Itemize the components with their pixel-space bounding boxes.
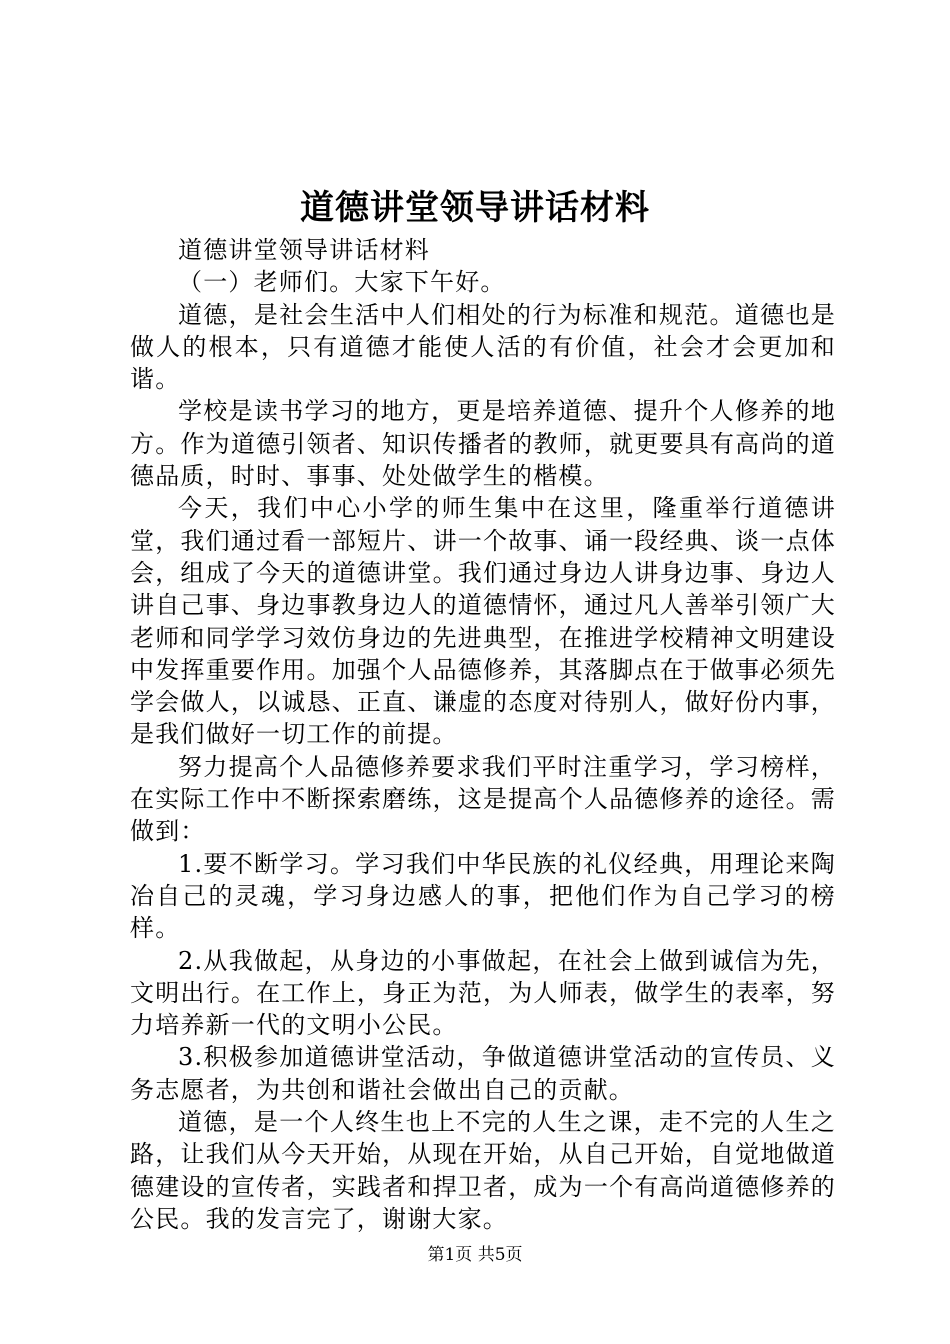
document-body	[130, 234, 836, 1235]
page-footer: 第1页 共5页	[427, 1245, 523, 1265]
paragraph-item-3: 3.积极参加道德讲堂活动，争做道德讲堂活动的宣传员、义务志愿者，为共创和谐社会做出自己的贡献。	[130, 1043, 836, 1104]
paragraph-item-2: 2.从我做起，从身边的小事做起，在社会上做到诚信为先，文明出行。在工作上，身正为范，为人师表，做学生的表率，努力培养新一代的文明小公民。	[130, 946, 836, 1040]
paragraph-closing: 道德，是一个人终生也上不完的人生之课，走不完的人生之路，让我们从今天开始，从现在开始，从自己开始，自觉地做道德建设的宣传者，实践者和捍卫者，成为一个有高尚道德修养的公民。我的发言完了，谢谢大家。	[130, 1108, 836, 1233]
paragraph-item-1: 1.要不断学习。学习我们中华民族的礼仪经典，用理论来陶冶自己的灵魂，学习身边感人的事，把他们作为自己学习的榜样。	[130, 849, 836, 943]
document-title: 道德讲堂领导讲话材料	[300, 188, 650, 228]
paragraph-heading: 道德讲堂领导讲话材料	[178, 236, 430, 264]
paragraph-morality-definition: 道德，是社会生活中人们相处的行为标准和规范。道德也是做人的根本，只有道德才能使人活的有价值，社会才会更加和谐。	[130, 300, 836, 394]
paragraph-greeting: （一）老师们。大家下午好。	[178, 268, 506, 297]
paragraph-improve: 努力提高个人品德修养要求我们平时注重学习，学习榜样，在实际工作中不断探索磨练，这是提高个人品德修养的途径。需做到：	[130, 752, 836, 846]
paragraph-today: 今天，我们中心小学的师生集中在这里，隆重举行道德讲堂，我们通过看一部短片、讲一个故事、诵一段经典、谈一点体会，组成了今天的道德讲堂。我们通过身边人讲身边事、身边人讲自己事、身边事教身边人的道德情怀，通过凡人善举引领广大老师和同学学习效仿身边的先进典型，在推进学校精神文明建设中发挥重要作用。加强个人品德修养，其落脚点在于做事必须先学会做人，以诚恳、正直、谦虚的态度对待别人，做好份内事，是我们做好一切工作的前提。	[130, 494, 836, 749]
paragraph-school: 学校是读书学习的地方，更是培养道德、提升个人修养的地方。作为道德引领者、知识传播者的教师，就更要具有高尚的道德品质，时时、事事、处处做学生的楷模。	[130, 397, 836, 491]
